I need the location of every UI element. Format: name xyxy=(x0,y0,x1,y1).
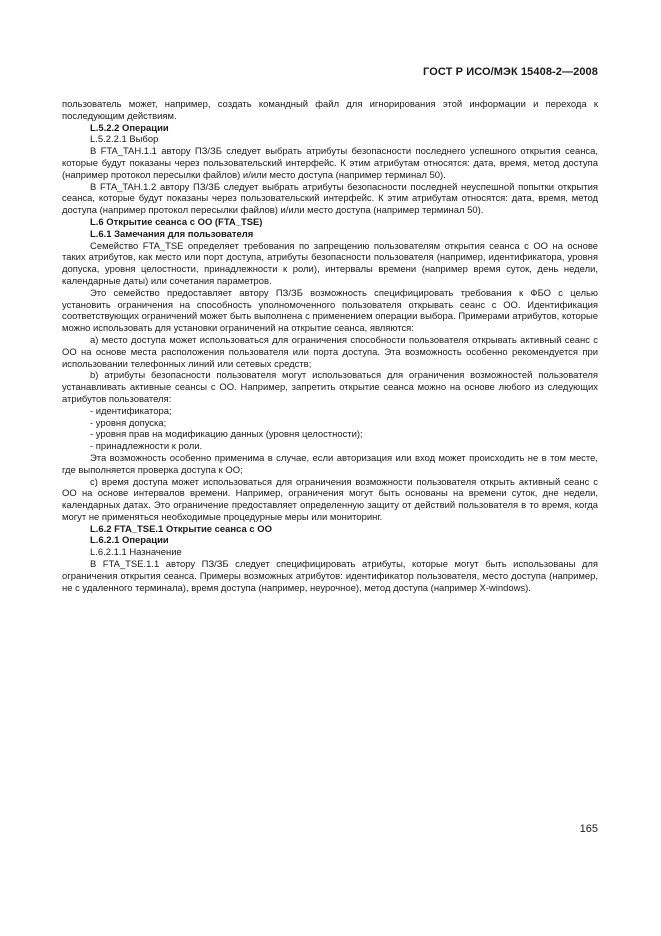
page-number: 165 xyxy=(579,823,598,835)
list-item: - уровня прав на модификацию данных (уровня целостности); xyxy=(90,429,363,441)
document-body xyxy=(62,99,598,594)
paragraph: b) атрибуты безопасности пользователя могут использоваться для ограничения возможностей пользователя устанавливать активные сеансы с ОО. Например, запретить открытие сеанса можно на основе любого из следующих атрибутов пользователя: xyxy=(62,370,598,405)
paragraph: В FTA_TSE.1.1 автору ПЗ/ЗБ следует специфицировать атрибуты, которые могут быть использованы для ограничения открытия сеанса. Примеры возможных атрибутов: идентификатор пользователя, место доступа (например, не с удаленного терминала), время доступа (например, неурочное), метод доступа (например X-windows). xyxy=(62,559,598,594)
paragraph: Семейство FTA_TSE определяет требования по запрещению пользователям открытия сеанса с ОО на основе таких атрибутов, как место или порт доступа, атрибуты безопасности пользователя (например, идентификатора, уровня допуска, уровня целостности, принадлежности к роли), интервалы времени (например время суток, день недели, календарные даты) или сочетания параметров. xyxy=(62,240,598,287)
paragraph: с) время доступа может использоваться для ограничения возможности пользователя открыть активный сеанс с ОО на основе интервалов времени. Например, ограничения могут быть основаны на времени суток, дне недели, календарных датах. Это ограничение предоставляет определенную защиту от действий пользователя в то время, когда могут не применяться необходимые процедурные меры или мониторинг. xyxy=(62,476,598,523)
paragraph: Эта возможность особенно применима в случае, если авторизация или вход может происходить не в том месте, где выполняется проверка доступа к ОО; xyxy=(62,452,598,476)
list-item: - идентификатора; xyxy=(90,405,172,417)
paragraph: В FTA_TAH.1.1 автору ПЗ/ЗБ следует выбрать атрибуты безопасности последнего успешного открытия сеанса, которые будут показаны через пользовательский интерфейс. К этим атрибутам относятся: дата, время, метод доступа (например протокол пересылки файлов) и/или место доступа (например терминал 50). xyxy=(62,146,598,181)
paragraph: В FTA_TAH.1.2 автору ПЗ/ЗБ следует выбрать атрибуты безопасности последней неуспешной попытки открытия сеанса, которые будут показаны через пользовательский интерфейс. К этим атрибутам относятся: дата, время, метод доступа (например протокол пересылки файлов) и/или место доступа (например терминал 50). xyxy=(62,181,598,217)
section-heading: L.6.1 Замечания для пользователя xyxy=(90,228,254,240)
section-heading: L.6 Открытие сеанса с ОО (FTA_TSE) xyxy=(90,216,263,228)
paragraph: L.5.2.2.1 Выбор xyxy=(90,134,159,146)
paragraph: пользователь может, например, создать командный файл для игнорирования этой информации и перехода к последующим действиям. xyxy=(62,99,598,122)
paragraph: а) место доступа может использоваться для ограничения способности пользователя открывать активный сеанс с ОО на основе места расположения пользователя или порта доступа. Эта возможность особенно рекомендуется при использовании телефонных линий или сетевых средств; xyxy=(62,334,598,370)
document-header: ГОСТ Р ИСО/МЭК 15408-2—2008 xyxy=(423,66,598,78)
list-item: - принадлежности к роли. xyxy=(90,441,203,453)
list-item: - уровня допуска; xyxy=(90,417,167,429)
paragraph: Это семейство предоставляет автору ПЗ/ЗБ возможность специфицировать требования к ФБО с целью установить ограничения на способность уполномоченного пользователя открывать сеанс с ОО. Идентификация соответствующих ограничений может быть выполнена с применением операции выбора. Примерами атрибутов, которые можно использовать для установки ограничений на открытие сеанса, являются: xyxy=(62,287,598,335)
paragraph: L.6.2.1.1 Назначение xyxy=(90,547,182,559)
section-heading: L.6.2.1 Операции xyxy=(90,535,169,547)
section-heading: L.5.2.2 Операции xyxy=(90,122,169,134)
section-heading: L.6.2 FTA_TSE.1 Открытие сеанса с ОО xyxy=(90,523,272,535)
